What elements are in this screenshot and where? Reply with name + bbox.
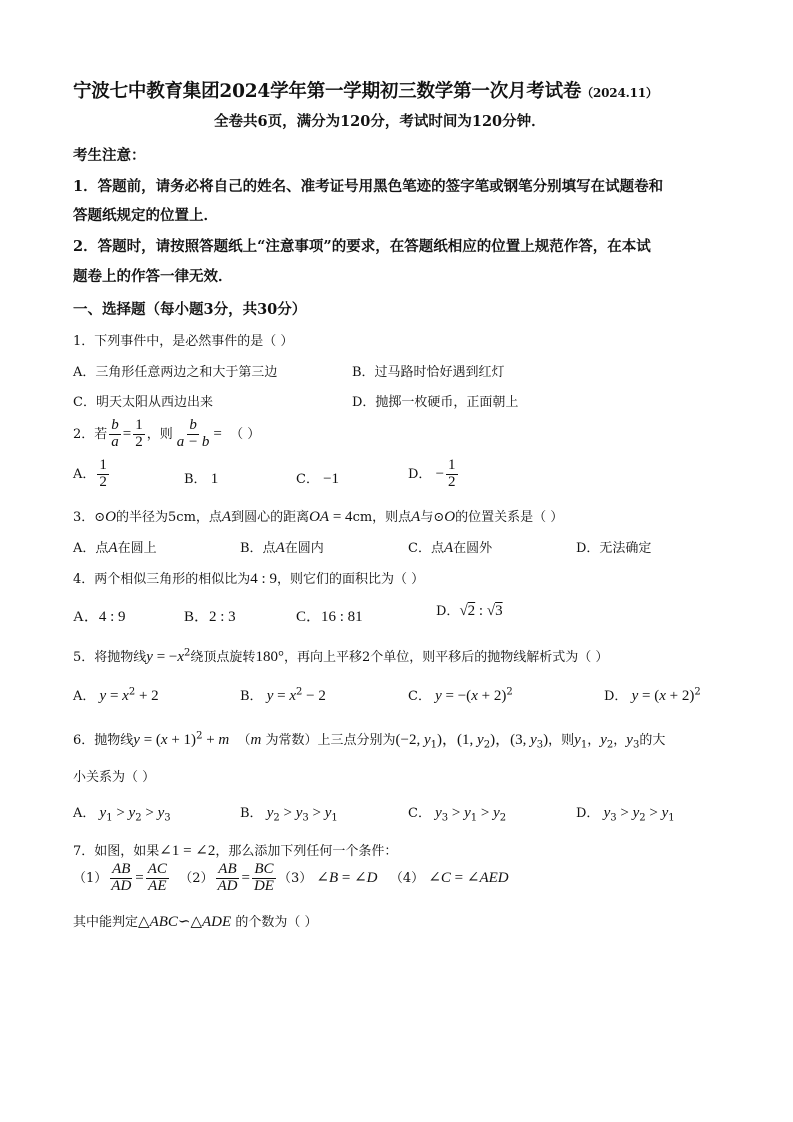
q6-stem: 6．抛物线$y = (x + 1)^2 + m$ （m 为常数）上三点分别为(−2, $y_1$)，(1, $y_2$)，(3, $y_3$)，则$y_1$，$y_2$，$y_3$的大 (73, 730, 666, 751)
q4-option-b: B．2 : 3 (184, 609, 236, 625)
notice-item1-line2: 答题纸规定的位置上． (73, 207, 218, 224)
q5-option-a: A． $y = x^2 + 2$ (73, 686, 159, 704)
q2-option-c: C． −1 (296, 471, 340, 487)
fraction-one-half: $\frac{1}{2}$ (99, 457, 107, 490)
q4-option-d: D．√2 : √3 (436, 603, 503, 619)
q1-option-a: A．三角形任意两边之和大于第三边 (73, 365, 278, 380)
q2-option-b: B． 1 (184, 471, 219, 487)
q6-option-b: B． $y_2 > y_3 > y_1$ (240, 805, 338, 824)
q5-option-d: D． $y = (x + 2)^2$ (604, 686, 701, 704)
q4-option-a: A．4 : 9 (73, 609, 126, 625)
q1-option-c: C．明天太阳从西边出来 (73, 395, 213, 410)
q7-conditions: （1） $\frac{AB}{AD}$ = $\frac{AC}{AE}$ （2） $\frac{AB}{AD}$ = $\frac{BC}{DE}$ （3） ∠B = ∠D （4） ∠C = ∠AED (73, 861, 509, 894)
q6-option-d: D． $y_3 > y_2 > y_1$ (576, 805, 675, 824)
fraction-b-over-a-minus-b: $\frac{b}{a - b}$ (176, 417, 210, 450)
q2-option-a: A． $\frac{1}{2}$ (73, 457, 107, 490)
q6-option-a: A． $y_1 > y_2 > y_3$ (73, 805, 171, 824)
title-date: （2024.11） (581, 86, 658, 100)
q1-option-d: D．抛掷一枚硬币，正面朝上 (352, 395, 519, 410)
notice-item2-line1: 2．答题时，请按照答题纸上“注意事项”的要求，在答题纸相应的位置上规范作答，在本试 (73, 238, 651, 255)
q7-stem: 7．如图，如果∠1 = ∠2，那么添加下列任何一个条件： (73, 843, 398, 859)
fraction-one-half: $\frac{1}{2}$ (448, 457, 456, 490)
q5-stem: 5．将抛物线$y = -x^2$绕顶点旋转180°，再向上平移2个单位，则平移后的抛物线解析式为（ ） (73, 647, 609, 665)
notice-item1-line1: 1．答题前，请务必将自己的姓名、准考证号用黑色笔迹的签字笔或钢笔分别填写在试题卷和 (73, 178, 664, 195)
q3-option-c: C．点A在圆外 (408, 540, 493, 556)
exam-title (73, 77, 658, 103)
q1-stem: 1．下列事件中，是必然事件的是（ ） (73, 334, 294, 349)
exam-subtitle: 全卷共6页，满分为120分，考试时间为120分钟． (214, 113, 546, 130)
fraction-b-over-a: $\frac{b}{a}$ (111, 417, 119, 450)
q1-option-b: B．过马路时恰好遇到红灯 (352, 365, 505, 380)
q3-option-d: D．无法确定 (576, 541, 652, 556)
q4-option-c: C．16 : 81 (296, 609, 363, 625)
q3-stem: 3．⊙O的半径为5cm，点A到圆心的距离OA = 4cm，则点A与⊙O的位置关系是（ ） (73, 509, 564, 525)
section-heading: 一、选择题（每小题3分，共30分） (73, 301, 307, 318)
q2-stem: 2．若 $\frac{b}{a}$ = $\frac{1}{2}$ ，则 $\frac{b}{a - b}$ = （ ） (73, 417, 261, 450)
notice-item2-line2: 题卷上的作答一律无效． (73, 268, 233, 285)
q5-option-b: B． $y = x^2 - 2$ (240, 686, 326, 704)
q3-option-b: B．点A在圆内 (240, 540, 324, 556)
q4-stem: 4．两个相似三角形的相似比为4 : 9，则它们的面积比为（ ） (73, 571, 425, 587)
title-text: 宁波七中教育集团2024学年第一学期初三数学第一次月考试卷 (73, 81, 582, 102)
q7-question: 其中能判定△ABC∽△ADE 的个数为（ ） (73, 914, 318, 930)
q2-option-d: D． − $\frac{1}{2}$ (408, 457, 456, 490)
q3-option-a: A．点A在圆上 (73, 540, 157, 556)
q6-option-c: C． $y_3 > y_1 > y_2$ (408, 805, 507, 824)
q6-line2: 小关系为（ ） (73, 770, 156, 785)
fraction-one-half: $\frac{1}{2}$ (135, 417, 143, 450)
q5-option-c: C． $y = -(x + 2)^2$ (408, 686, 513, 704)
notice-heading: 考生注意： (73, 147, 146, 164)
